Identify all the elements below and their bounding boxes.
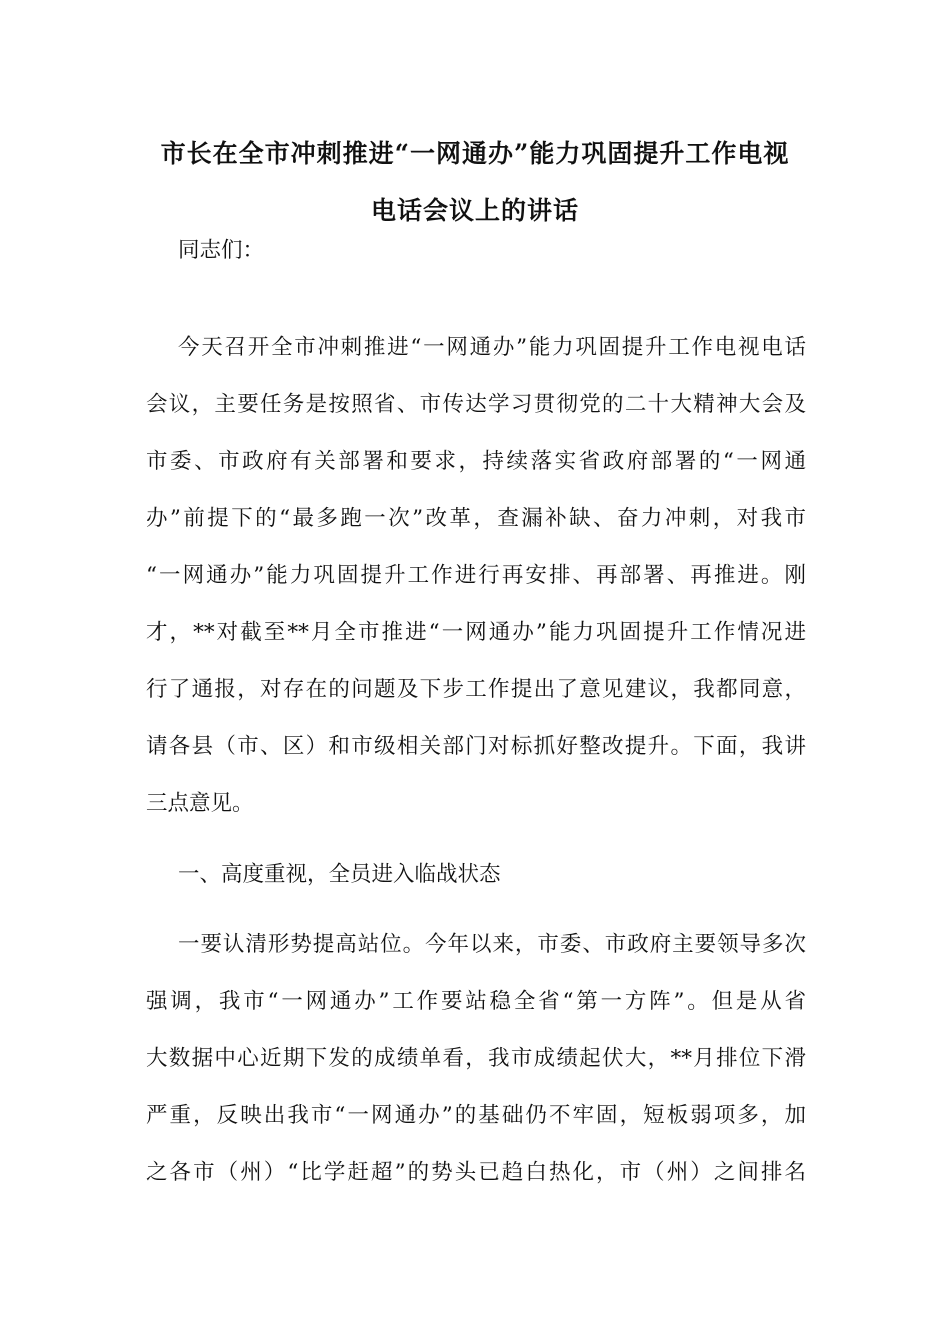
paragraph-line: 严重，反映出我市“一网通办”的基础仍不牢固，短板弱项多，加 <box>146 1103 806 1128</box>
paragraph-line: 三点意见。 <box>146 791 254 816</box>
paragraph-line: 办”前提下的“最多跑一次”改革，查漏补缺、奋力冲刺，对我市 <box>146 506 806 531</box>
document-title-line-2: 电话会议上的讲话 <box>370 196 579 225</box>
paragraph-line: 之各市（州）“比学赶超”的势头已趋白热化，市（州）之间排名 <box>146 1160 806 1185</box>
paragraph-line: 市委、市政府有关部署和要求，持续落实省政府部署的“一网通 <box>146 449 806 474</box>
salutation: 同志们： <box>178 238 265 263</box>
paragraph-line: 今天召开全市冲刺推进“一网通办”能力巩固提升工作电视电话 <box>178 335 806 360</box>
paragraph-line: 一要认清形势提高站位。今年以来，市委、市政府主要领导多次 <box>178 932 806 957</box>
paragraph-line: 强调，我市“一网通办”工作要站稳全省“第一方阵”。但是从省 <box>146 989 806 1014</box>
section-heading: 一、高度重视，全员进入临战状态 <box>178 862 501 887</box>
paragraph-line: 才，**对截至**月全市推进“一网通办”能力巩固提升工作情况进 <box>146 620 806 645</box>
paragraph-line: 请各县（市、区）和市级相关部门对标抓好整改提升。下面，我讲 <box>146 734 806 759</box>
paragraph-line: “一网通办”能力巩固提升工作进行再安排、再部署、再推进。刚 <box>146 563 806 588</box>
paragraph-line: 大数据中心近期下发的成绩单看，我市成绩起伏大，**月排位下滑 <box>146 1046 806 1071</box>
document-title-line-1: 市长在全市冲刺推进“一网通办”能力巩固提升工作电视 <box>160 139 790 168</box>
paragraph-line: 行了通报，对存在的问题及下步工作提出了意见建议，我都同意， <box>146 677 806 702</box>
paragraph-line: 会议，主要任务是按照省、市传达学习贯彻党的二十大精神大会及 <box>146 392 806 417</box>
